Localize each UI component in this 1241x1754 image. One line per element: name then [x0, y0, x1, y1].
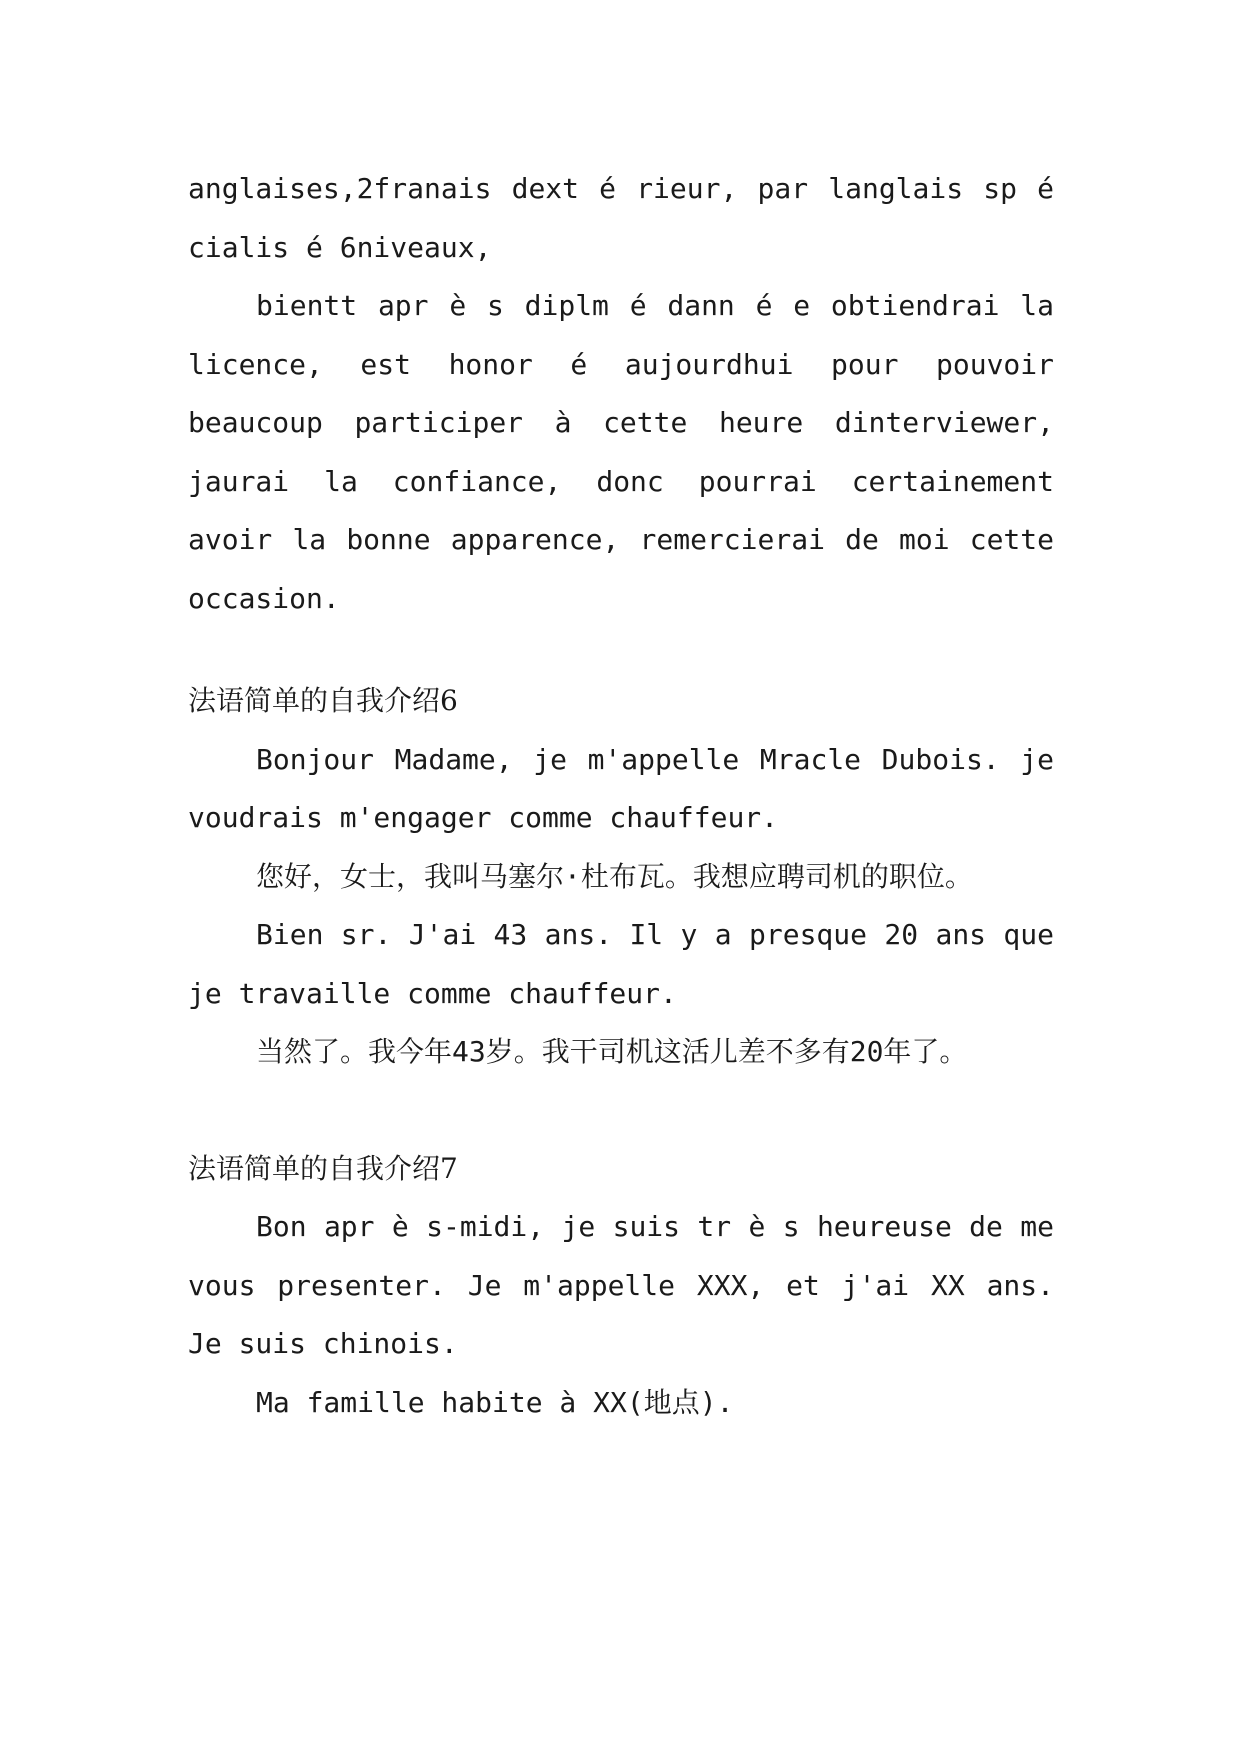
- section-heading: 法语简单的自我介绍6: [188, 684, 458, 717]
- document-page: [188, 160, 1054, 1432]
- paragraph: Ma famille habite à XX(地点).: [256, 1385, 734, 1419]
- paragraph: 当然了。我今年43岁。我干司机这活儿差不多有20年了。: [256, 1035, 968, 1068]
- paragraph: anglaises,2franais dext é rieur, par langlais sp é cialis é 6niveaux,: [188, 172, 1054, 264]
- paragraph: 您好，女士，我叫马塞尔·杜布瓦。我想应聘司机的职位。: [256, 859, 973, 893]
- spacer: [188, 628, 1054, 672]
- paragraph: Bon apr è s-midi, je suis tr è s heureuse de me vous presenter. Je m'appelle XXX, et j'ai XX ans. Je suis chinois.: [188, 1210, 1054, 1360]
- paragraph: Bien sr. J'ai 43 ans. Il y a presque 20 ans que je travaille comme chauffeur.: [188, 918, 1054, 1010]
- spacer: [188, 1082, 1054, 1140]
- section-heading: 法语简单的自我介绍7: [188, 1151, 458, 1185]
- paragraph: bientt apr è s diplm é dann é e obtiendrai la licence, est honor é aujourdhui pour pouvoir beaucoup participer à cette heure dinterviewer, jaurai la confiance, donc pourrai certainement avoir la bonne apparence, remercierai de moi cette occasion.: [188, 289, 1054, 615]
- paragraph: Bonjour Madame, je m'appelle Mracle Dubois. je voudrais m'engager comme chauffeur.: [188, 742, 1054, 834]
